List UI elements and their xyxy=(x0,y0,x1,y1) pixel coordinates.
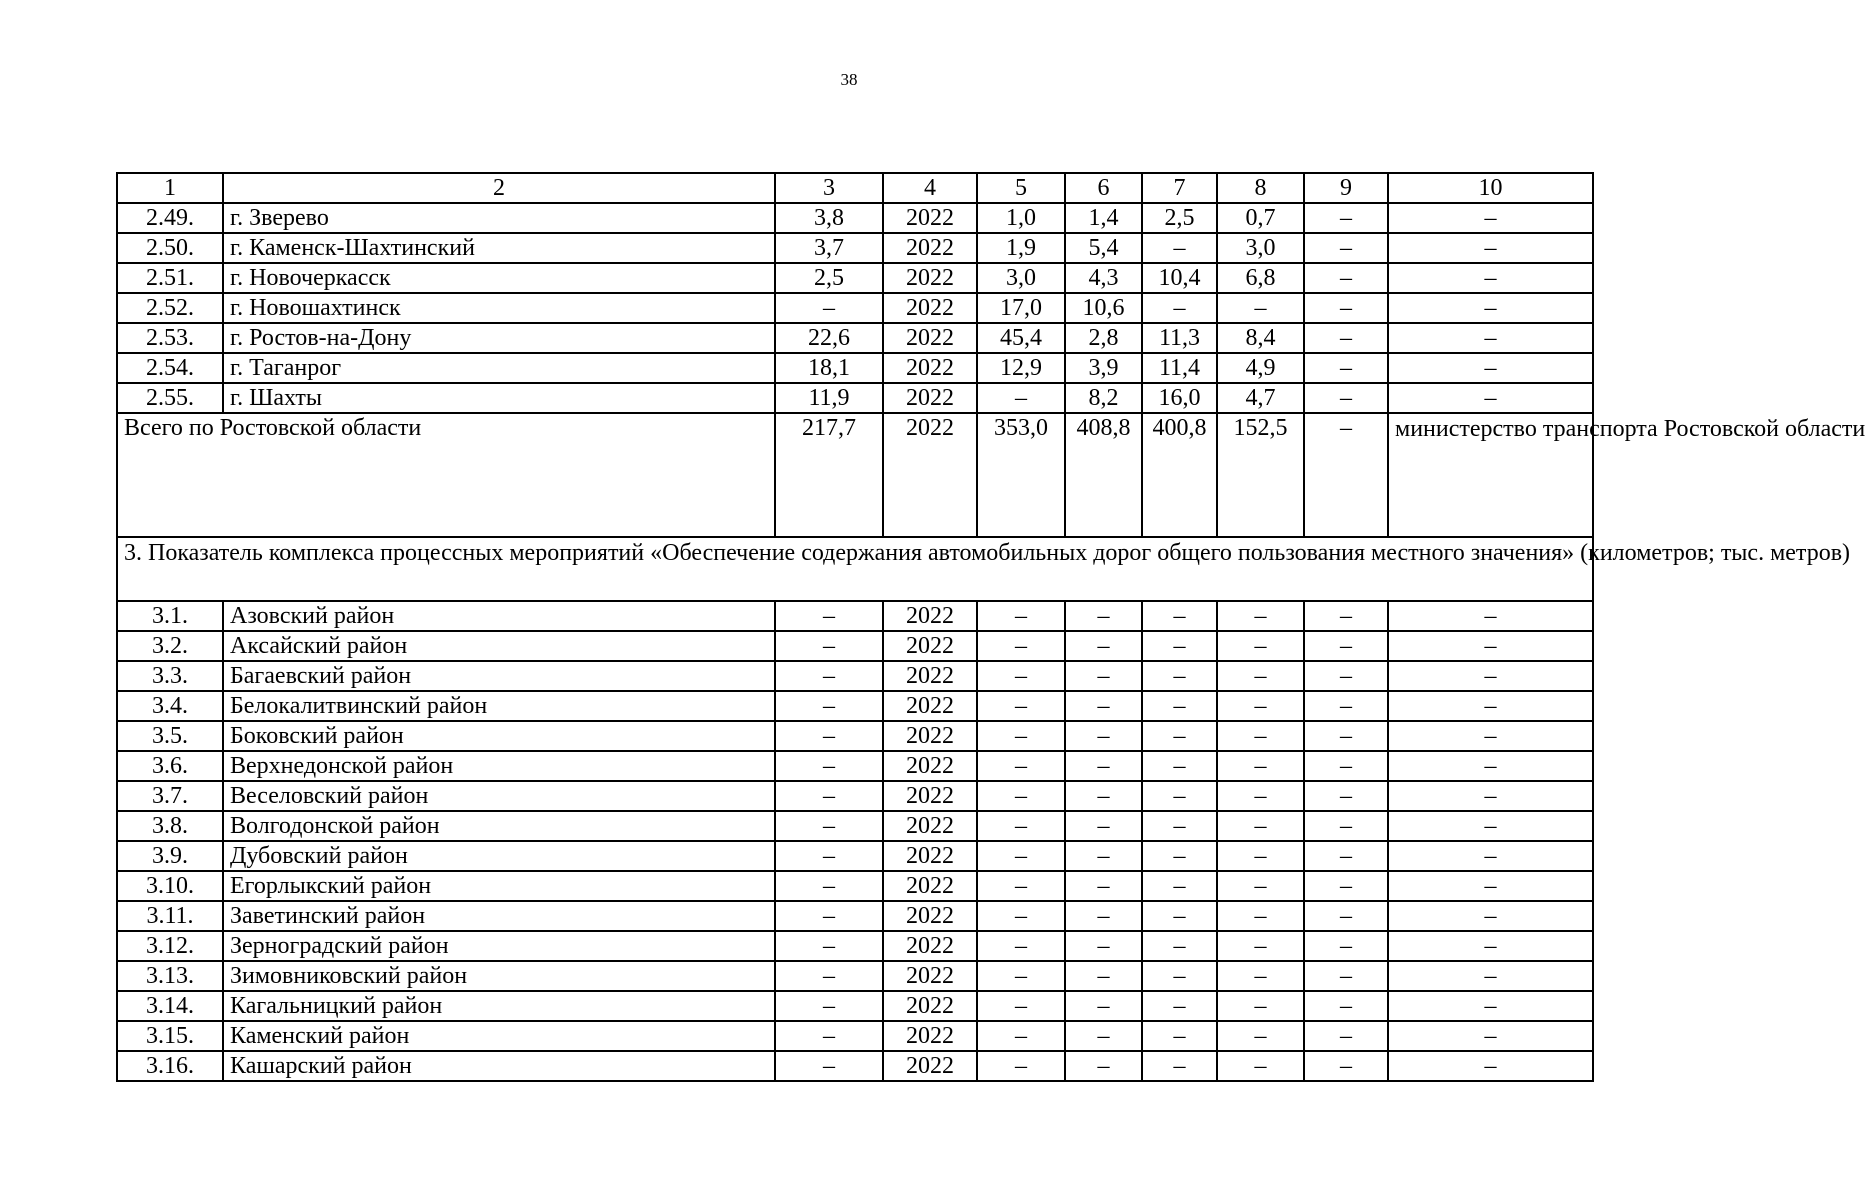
value-cell: – xyxy=(775,691,883,721)
header-cell-7: 7 xyxy=(1142,173,1217,203)
value-cell: – xyxy=(1388,781,1593,811)
year-cell: 2022 xyxy=(883,323,977,353)
municipality-name-cell: Азовский район xyxy=(223,601,775,631)
table-row xyxy=(117,383,1593,413)
header-cell-8: 8 xyxy=(1217,173,1304,203)
value-cell: 11,9 xyxy=(775,383,883,413)
value-cell: 2,5 xyxy=(1142,203,1217,233)
value-cell: – xyxy=(1217,1051,1304,1081)
value-cell: – xyxy=(1388,691,1593,721)
value-cell: – xyxy=(1217,601,1304,631)
value-cell: – xyxy=(1304,323,1388,353)
municipality-name-cell: Заветинский район xyxy=(223,901,775,931)
table-row xyxy=(117,721,1593,751)
value-cell: – xyxy=(1142,661,1217,691)
table-row xyxy=(117,901,1593,931)
value-cell: – xyxy=(775,841,883,871)
total-value-cell: 152,5 xyxy=(1217,413,1304,537)
section-title: 3. Показатель комплекса процессных мероприятий «Обеспечение содержания автомобильных дорог общего пользования местного значения» (километров; тыс. метров) xyxy=(117,537,1593,601)
value-cell: – xyxy=(1388,323,1593,353)
year-cell: 2022 xyxy=(883,871,977,901)
value-cell: – xyxy=(1304,1051,1388,1081)
value-cell: – xyxy=(1065,901,1142,931)
municipality-name-cell: Кагальницкий район xyxy=(223,991,775,1021)
value-cell: – xyxy=(1304,691,1388,721)
row-number-cell: 2.49. xyxy=(117,203,223,233)
total-value-cell: 408,8 xyxy=(1065,413,1142,537)
value-cell: 10,6 xyxy=(1065,293,1142,323)
value-cell: 4,9 xyxy=(1217,353,1304,383)
table-row xyxy=(117,751,1593,781)
row-number-cell: 2.53. xyxy=(117,323,223,353)
year-cell: 2022 xyxy=(883,631,977,661)
row-number-cell: 3.12. xyxy=(117,931,223,961)
value-cell: – xyxy=(1065,871,1142,901)
municipality-name-cell: Верхнедонской район xyxy=(223,751,775,781)
row-number-cell: 3.7. xyxy=(117,781,223,811)
value-cell: – xyxy=(1217,931,1304,961)
municipality-name-cell: Егорлыкский район xyxy=(223,871,775,901)
value-cell: – xyxy=(1388,601,1593,631)
value-cell: – xyxy=(1304,631,1388,661)
table-row xyxy=(117,961,1593,991)
value-cell: – xyxy=(775,781,883,811)
value-cell: 1,4 xyxy=(1065,203,1142,233)
header-cell-1: 1 xyxy=(117,173,223,203)
responsible-cell: министерство транспорта Ростовской области xyxy=(1388,413,1593,537)
value-cell: – xyxy=(775,601,883,631)
municipality-name-cell: г. Зверево xyxy=(223,203,775,233)
municipality-name-cell: Волгодонской район xyxy=(223,811,775,841)
value-cell: – xyxy=(1304,751,1388,781)
value-cell: – xyxy=(1065,661,1142,691)
year-cell: 2022 xyxy=(883,811,977,841)
row-number-cell: 2.50. xyxy=(117,233,223,263)
value-cell: – xyxy=(977,841,1065,871)
value-cell: – xyxy=(775,1021,883,1051)
value-cell: – xyxy=(775,901,883,931)
year-cell: 2022 xyxy=(883,293,977,323)
value-cell: – xyxy=(1388,203,1593,233)
municipality-name-cell: г. Новочеркасск xyxy=(223,263,775,293)
value-cell: – xyxy=(1065,691,1142,721)
value-cell: – xyxy=(977,1051,1065,1081)
value-cell: – xyxy=(1142,871,1217,901)
header-cell-10: 10 xyxy=(1388,173,1593,203)
value-cell: – xyxy=(775,1051,883,1081)
value-cell: – xyxy=(1217,751,1304,781)
value-cell: – xyxy=(977,721,1065,751)
header-cell-3: 3 xyxy=(775,173,883,203)
value-cell: – xyxy=(1065,781,1142,811)
value-cell: – xyxy=(1142,991,1217,1021)
value-cell: – xyxy=(1388,1051,1593,1081)
value-cell: 0,7 xyxy=(1217,203,1304,233)
value-cell: – xyxy=(1217,781,1304,811)
municipality-name-cell: г. Ростов-на-Дону xyxy=(223,323,775,353)
table-row xyxy=(117,691,1593,721)
value-cell: – xyxy=(977,1021,1065,1051)
value-cell: – xyxy=(1065,751,1142,781)
value-cell: – xyxy=(1388,871,1593,901)
municipality-name-cell: Кашарский район xyxy=(223,1051,775,1081)
value-cell: – xyxy=(977,383,1065,413)
value-cell: – xyxy=(1065,991,1142,1021)
table-row xyxy=(117,203,1593,233)
section-title-row xyxy=(117,537,1593,601)
value-cell: – xyxy=(977,751,1065,781)
table-row xyxy=(117,931,1593,961)
value-cell: – xyxy=(1388,721,1593,751)
value-cell: – xyxy=(1304,901,1388,931)
value-cell: 16,0 xyxy=(1142,383,1217,413)
row-number-cell: 2.55. xyxy=(117,383,223,413)
value-cell: – xyxy=(1388,293,1593,323)
row-number-cell: 3.13. xyxy=(117,961,223,991)
value-cell: – xyxy=(1142,293,1217,323)
table-row xyxy=(117,811,1593,841)
value-cell: – xyxy=(1304,721,1388,751)
header-cell-5: 5 xyxy=(977,173,1065,203)
indicator-table xyxy=(116,172,1865,1082)
value-cell: 4,7 xyxy=(1217,383,1304,413)
row-number-cell: 2.54. xyxy=(117,353,223,383)
year-cell: 2022 xyxy=(883,203,977,233)
value-cell: – xyxy=(775,811,883,841)
row-number-cell: 2.51. xyxy=(117,263,223,293)
value-cell: – xyxy=(1304,263,1388,293)
value-cell: – xyxy=(1217,841,1304,871)
table-row xyxy=(117,263,1593,293)
value-cell: – xyxy=(775,661,883,691)
year-cell: 2022 xyxy=(883,751,977,781)
value-cell: 4,3 xyxy=(1065,263,1142,293)
total-value-cell: 2022 xyxy=(883,413,977,537)
value-cell: 3,9 xyxy=(1065,353,1142,383)
value-cell: – xyxy=(1304,931,1388,961)
value-cell: – xyxy=(1142,841,1217,871)
table-row xyxy=(117,1051,1593,1081)
table-row xyxy=(117,1021,1593,1051)
value-cell: – xyxy=(775,871,883,901)
header-cell-9: 9 xyxy=(1304,173,1388,203)
value-cell: – xyxy=(1388,901,1593,931)
value-cell: 3,8 xyxy=(775,203,883,233)
table-row xyxy=(117,233,1593,263)
municipality-name-cell: Веселовский район xyxy=(223,781,775,811)
municipality-name-cell: г. Новошахтинск xyxy=(223,293,775,323)
municipality-name-cell: Каменский район xyxy=(223,1021,775,1051)
value-cell: – xyxy=(1217,961,1304,991)
value-cell: – xyxy=(1142,901,1217,931)
value-cell: – xyxy=(1142,721,1217,751)
value-cell: – xyxy=(1142,631,1217,661)
value-cell: – xyxy=(1304,661,1388,691)
table-row xyxy=(117,991,1593,1021)
row-number-cell: 3.6. xyxy=(117,751,223,781)
value-cell: – xyxy=(1388,841,1593,871)
table-row xyxy=(117,871,1593,901)
value-cell: – xyxy=(1142,691,1217,721)
row-number-cell: 3.8. xyxy=(117,811,223,841)
value-cell: 8,4 xyxy=(1217,323,1304,353)
value-cell: – xyxy=(1388,661,1593,691)
value-cell: – xyxy=(1065,811,1142,841)
municipality-name-cell: г. Шахты xyxy=(223,383,775,413)
year-cell: 2022 xyxy=(883,841,977,871)
value-cell: – xyxy=(977,871,1065,901)
municipality-name-cell: Аксайский район xyxy=(223,631,775,661)
value-cell: – xyxy=(1142,811,1217,841)
year-cell: 2022 xyxy=(883,1021,977,1051)
row-number-cell: 3.15. xyxy=(117,1021,223,1051)
value-cell: – xyxy=(977,961,1065,991)
value-cell: – xyxy=(1304,871,1388,901)
municipality-name-cell: Дубовский район xyxy=(223,841,775,871)
value-cell: – xyxy=(977,901,1065,931)
row-number-cell: 3.16. xyxy=(117,1051,223,1081)
value-cell: 10,4 xyxy=(1142,263,1217,293)
total-label-cell: Всего по Ростовской области xyxy=(117,413,775,537)
value-cell: – xyxy=(1388,961,1593,991)
header-cell-6: 6 xyxy=(1065,173,1142,203)
value-cell: – xyxy=(1304,353,1388,383)
value-cell: – xyxy=(1217,293,1304,323)
row-number-cell: 3.3. xyxy=(117,661,223,691)
value-cell: 8,2 xyxy=(1065,383,1142,413)
header-cell-4: 4 xyxy=(883,173,977,203)
row-number-cell: 3.4. xyxy=(117,691,223,721)
value-cell: – xyxy=(1304,293,1388,323)
value-cell: – xyxy=(1388,353,1593,383)
total-value-cell: 353,0 xyxy=(977,413,1065,537)
value-cell: – xyxy=(775,961,883,991)
table-row xyxy=(117,841,1593,871)
value-cell: – xyxy=(977,691,1065,721)
value-cell: 18,1 xyxy=(775,353,883,383)
value-cell: – xyxy=(1388,1021,1593,1051)
municipality-name-cell: г. Каменск-Шахтинский xyxy=(223,233,775,263)
value-cell: – xyxy=(1065,631,1142,661)
year-cell: 2022 xyxy=(883,991,977,1021)
table-row xyxy=(117,781,1593,811)
row-number-cell: 2.52. xyxy=(117,293,223,323)
row-number-cell: 3.1. xyxy=(117,601,223,631)
value-cell: – xyxy=(1217,871,1304,901)
value-cell: – xyxy=(1065,1051,1142,1081)
municipality-name-cell: г. Таганрог xyxy=(223,353,775,383)
row-number-cell: 3.5. xyxy=(117,721,223,751)
value-cell: 5,4 xyxy=(1065,233,1142,263)
year-cell: 2022 xyxy=(883,1051,977,1081)
value-cell: 3,0 xyxy=(977,263,1065,293)
value-cell: 2,5 xyxy=(775,263,883,293)
page-number: 38 xyxy=(840,70,858,89)
value-cell: – xyxy=(1388,383,1593,413)
value-cell: – xyxy=(1304,841,1388,871)
year-cell: 2022 xyxy=(883,931,977,961)
value-cell: – xyxy=(977,631,1065,661)
value-cell: – xyxy=(1388,751,1593,781)
value-cell: – xyxy=(1065,841,1142,871)
table-row xyxy=(117,631,1593,661)
value-cell: – xyxy=(1217,991,1304,1021)
value-cell: 22,6 xyxy=(775,323,883,353)
year-cell: 2022 xyxy=(883,961,977,991)
value-cell: – xyxy=(1065,931,1142,961)
value-cell: – xyxy=(1142,931,1217,961)
value-cell: – xyxy=(775,931,883,961)
value-cell: – xyxy=(1217,631,1304,661)
value-cell: – xyxy=(1304,203,1388,233)
header-cell-2: 2 xyxy=(223,173,775,203)
value-cell: – xyxy=(1142,961,1217,991)
year-cell: 2022 xyxy=(883,781,977,811)
header-row xyxy=(117,173,1593,203)
value-cell: – xyxy=(775,991,883,1021)
year-cell: 2022 xyxy=(883,691,977,721)
row-number-cell: 3.11. xyxy=(117,901,223,931)
municipality-name-cell: Зимовниковский район xyxy=(223,961,775,991)
value-cell: – xyxy=(1217,691,1304,721)
municipality-name-cell: Зерноградский район xyxy=(223,931,775,961)
value-cell: 11,3 xyxy=(1142,323,1217,353)
row-number-cell: 3.10. xyxy=(117,871,223,901)
value-cell: – xyxy=(977,601,1065,631)
value-cell: – xyxy=(977,781,1065,811)
value-cell: – xyxy=(1142,233,1217,263)
value-cell: – xyxy=(1304,233,1388,263)
value-cell: – xyxy=(775,751,883,781)
value-cell: 2,8 xyxy=(1065,323,1142,353)
value-cell: 1,0 xyxy=(977,203,1065,233)
value-cell: – xyxy=(1065,961,1142,991)
value-cell: – xyxy=(1304,1021,1388,1051)
value-cell: – xyxy=(1142,1021,1217,1051)
value-cell: – xyxy=(1065,1021,1142,1051)
value-cell: 6,8 xyxy=(1217,263,1304,293)
year-cell: 2022 xyxy=(883,353,977,383)
year-cell: 2022 xyxy=(883,901,977,931)
value-cell: 1,9 xyxy=(977,233,1065,263)
value-cell: – xyxy=(977,991,1065,1021)
total-value-cell: 217,7 xyxy=(775,413,883,537)
table-row xyxy=(117,661,1593,691)
value-cell: – xyxy=(1304,601,1388,631)
value-cell: – xyxy=(1388,811,1593,841)
value-cell: – xyxy=(1065,601,1142,631)
value-cell: 12,9 xyxy=(977,353,1065,383)
value-cell: 17,0 xyxy=(977,293,1065,323)
value-cell: – xyxy=(1388,931,1593,961)
value-cell: – xyxy=(1217,811,1304,841)
total-value-cell: 400,8 xyxy=(1142,413,1217,537)
year-cell: 2022 xyxy=(883,383,977,413)
value-cell: – xyxy=(1304,383,1388,413)
year-cell: 2022 xyxy=(883,263,977,293)
year-cell: 2022 xyxy=(883,233,977,263)
value-cell: – xyxy=(977,811,1065,841)
value-cell: – xyxy=(1065,721,1142,751)
value-cell: – xyxy=(1304,961,1388,991)
year-cell: 2022 xyxy=(883,721,977,751)
value-cell: – xyxy=(775,293,883,323)
value-cell: 3,0 xyxy=(1217,233,1304,263)
value-cell: – xyxy=(1304,991,1388,1021)
value-cell: – xyxy=(1388,991,1593,1021)
value-cell: – xyxy=(977,931,1065,961)
year-cell: 2022 xyxy=(883,601,977,631)
table-row xyxy=(117,601,1593,631)
municipality-name-cell: Боковский район xyxy=(223,721,775,751)
value-cell: – xyxy=(1304,781,1388,811)
value-cell: – xyxy=(1217,901,1304,931)
value-cell: – xyxy=(1217,661,1304,691)
value-cell: – xyxy=(1388,233,1593,263)
value-cell: – xyxy=(1217,1021,1304,1051)
value-cell: – xyxy=(1142,1051,1217,1081)
value-cell: 3,7 xyxy=(775,233,883,263)
value-cell: – xyxy=(1142,601,1217,631)
value-cell: 11,4 xyxy=(1142,353,1217,383)
total-row xyxy=(117,413,1593,537)
value-cell: – xyxy=(977,661,1065,691)
year-cell: 2022 xyxy=(883,661,977,691)
value-cell: – xyxy=(775,721,883,751)
table-body xyxy=(117,173,1865,1081)
value-cell: – xyxy=(1142,751,1217,781)
value-cell: – xyxy=(1388,631,1593,661)
table-row xyxy=(117,293,1593,323)
value-cell: – xyxy=(775,631,883,661)
total-value-cell: – xyxy=(1304,413,1388,537)
row-number-cell: 3.2. xyxy=(117,631,223,661)
table-row xyxy=(117,353,1593,383)
table-row xyxy=(117,323,1593,353)
municipality-name-cell: Багаевский район xyxy=(223,661,775,691)
value-cell: 45,4 xyxy=(977,323,1065,353)
municipality-name-cell: Белокалитвинский район xyxy=(223,691,775,721)
value-cell: – xyxy=(1388,263,1593,293)
value-cell: – xyxy=(1217,721,1304,751)
value-cell: – xyxy=(1142,781,1217,811)
value-cell: – xyxy=(1304,811,1388,841)
row-number-cell: 3.9. xyxy=(117,841,223,871)
row-number-cell: 3.14. xyxy=(117,991,223,1021)
